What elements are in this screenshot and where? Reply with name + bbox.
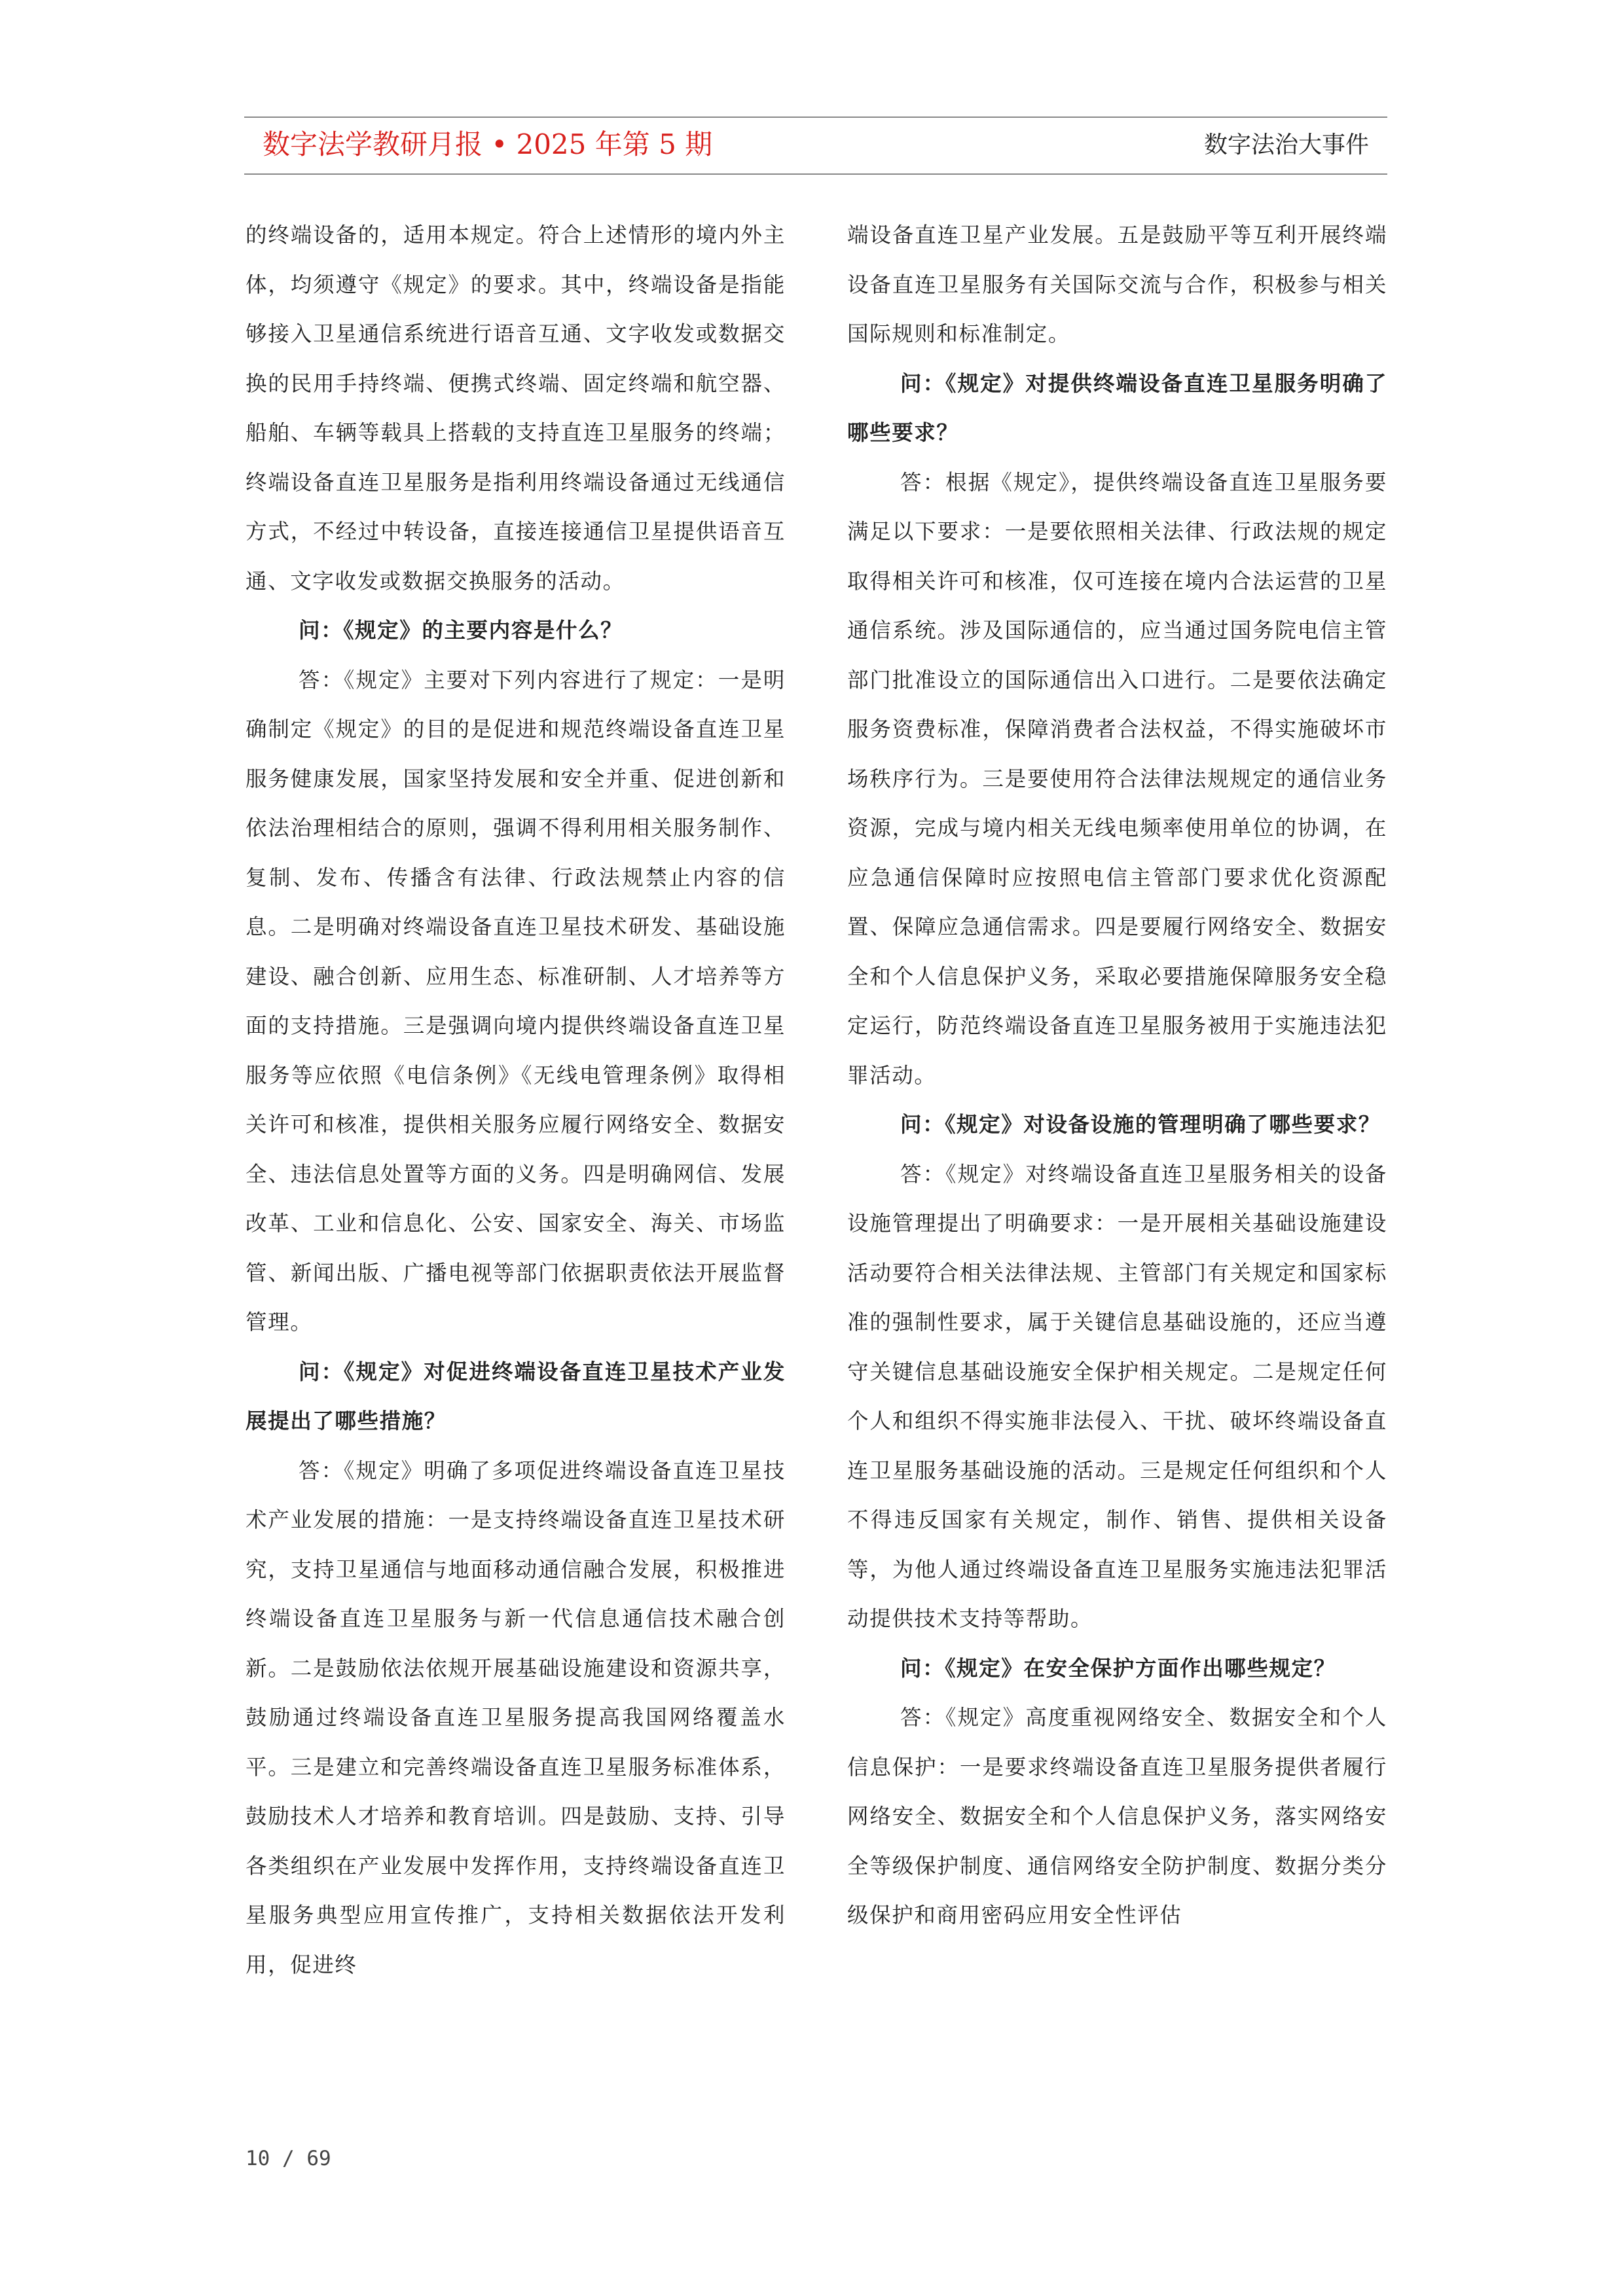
question-heading: 问：《规定》在安全保护方面作出哪些规定？ bbox=[900, 1655, 1336, 1681]
left-column bbox=[246, 211, 786, 1990]
question-heading: 问：《规定》对促进终端设备直连卫星技术产业发展提出了哪些措施？ bbox=[246, 1359, 786, 1433]
question-heading: 问：《规定》的主要内容是什么？ bbox=[299, 618, 623, 643]
page-number: 10 / 69 bbox=[246, 2147, 331, 2170]
section-title: 数字法治大事件 bbox=[1203, 132, 1369, 158]
right-column bbox=[847, 211, 1387, 1941]
answer-paragraph: 答：《规定》明确了多项促进终端设备直连卫星技术产业发展的措施：一是支持终端设备直连卫星技术研究，支持卫星通信与地面移动通信融合发展，积极推进终端设备直连卫星服务与新一代信息通信技术融合创新。二是鼓励依法依规开展基础设施建设和资源共享，鼓励通过终端设备直连卫星服务提高我国网络覆盖水平。三是建立和完善终端设备直连卫星服务标准体系，鼓励技术人才培养和教育培训。四是鼓励、支持、引导各类组织在产业发展中发挥作用，支持终端设备直连卫星服务典型应用宣传推广，支持相关数据依法开发利用，促进终 bbox=[246, 1458, 786, 1977]
question-heading: 问：《规定》对设备设施的管理明确了哪些要求？ bbox=[900, 1112, 1381, 1137]
page-header bbox=[244, 117, 1387, 175]
answer-paragraph: 答：《规定》对终端设备直连卫星服务相关的设备设施管理提出了明确要求：一是开展相关基础设施建设活动要符合相关法律法规、主管部门有关规定和国家标准的强制性要求，属于关键信息基础设施的，还应当遵守关键信息基础设施安全保护相关规定。二是规定任何个人和组织不得实施非法侵入、干扰、破坏终端设备直连卫星服务基础设施的活动。三是规定任何组织和个人不得违反国家有关规定，制作、销售、提供相关设备等，为他人通过终端设备直连卫星服务实施违法犯罪活动提供技术支持等帮助。 bbox=[847, 1161, 1387, 1631]
answer-paragraph: 答：《规定》主要对下列内容进行了规定：一是明确制定《规定》的目的是促进和规范终端设备直连卫星服务健康发展，国家坚持发展和安全并重、促进创新和依法治理相结合的原则，强调不得利用相关服务制作、复制、发布、传播含有法律、行政法规禁止内容的信息。二是明确对终端设备直连卫星技术研发、基础设施建设、融合创新、应用生态、标准研制、人才培养等方面的支持措施。三是强调向境内提供终端设备直连卫星服务等应依照《电信条例》《无线电管理条例》取得相关许可和核准，提供相关服务应履行网络安全、数据安全、违法信息处置等方面的义务。四是明确网信、发展改革、工业和信息化、公安、国家安全、海关、市场监管、新闻出版、广播电视等部门依据职责依法开展监督管理。 bbox=[246, 667, 786, 1335]
paragraph-continuation: 的终端设备的，适用本规定。符合上述情形的境内外主体，均须遵守《规定》的要求。其中，终端设备是指能够接入卫星通信系统进行语音互通、文字收发或数据交换的民用手持终端、便携式终端、固定终端和航空器、船舶、车辆等载具上搭载的支持直连卫星服务的终端；终端设备直连卫星服务是指利用终端设备通过无线通信方式，不经过中转设备，直接连接通信卫星提供语音互通、文字收发或数据交换服务的活动。 bbox=[246, 223, 786, 594]
question-heading: 问：《规定》对提供终端设备直连卫星服务明确了哪些要求？ bbox=[847, 370, 1387, 445]
answer-paragraph: 答：根据《规定》，提供终端设备直连卫星服务要满足以下要求：一是要依照相关法律、行政法规的规定取得相关许可和核准，仅可连接在境内合法运营的卫星通信系统。涉及国际通信的，应当通过国务院电信主管部门批准设立的国际通信出入口进行。二是要依法确定服务资费标准，保障消费者合法权益，不得实施破坏市场秩序行为。三是要使用符合法律法规规定的通信业务资源，完成与境内相关无线电频率使用单位的协调，在应急通信保障时应按照电信主管部门要求优化资源配置、保障应急通信需求。四是要履行网络安全、数据安全和个人信息保护义务，采取必要措施保障服务安全稳定运行，防范终端设备直连卫星服务被用于实施违法犯罪活动。 bbox=[847, 469, 1387, 1088]
answer-paragraph: 答：《规定》高度重视网络安全、数据安全和个人信息保护：一是要求终端设备直连卫星服务提供者履行网络安全、数据安全和个人信息保护义务，落实网络安全等级保护制度、通信网络安全防护制度、数据分类分级保护和商用密码应用安全性评估 bbox=[847, 1705, 1387, 1928]
paragraph-continuation: 端设备直连卫星产业发展。五是鼓励平等互利开展终端设备直连卫星服务有关国际交流与合作，积极参与相关国际规则和标准制定。 bbox=[847, 223, 1387, 346]
journal-title: 数字法学教研月报 • 2025 年第 5 期 bbox=[263, 128, 713, 160]
